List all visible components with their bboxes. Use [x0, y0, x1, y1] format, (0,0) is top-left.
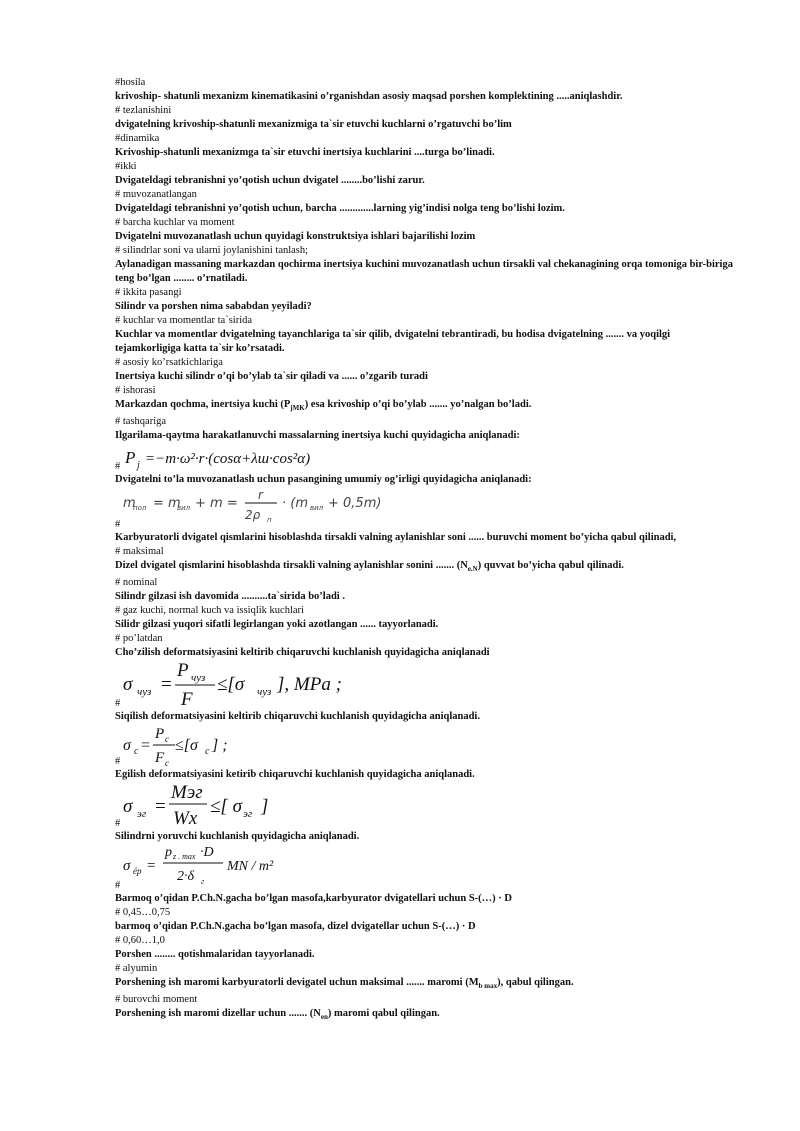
formula-tail-sub: c [205, 746, 210, 758]
question-line: Dvigatelni muvozanatlash uchun quyidagi konstruktsiya ishlari bajarilishi lozim [115, 231, 476, 242]
formula-den: F [181, 689, 193, 711]
formula-mid: + m = [195, 496, 238, 512]
formula-end: ] [261, 796, 269, 818]
answer-line: # barcha kuchlar va moment [115, 217, 235, 228]
formula-f3 [115, 660, 735, 710]
formula-num: p [165, 845, 172, 861]
question-text: Dizel dvigatel qismlarini hisoblashda tirsakli valning aylanishlar sonini ....... (N [115, 560, 468, 572]
answer-marker: # [115, 756, 121, 768]
formula-den-sub: c [165, 758, 169, 769]
formula-tail: ≤[σ [217, 674, 245, 696]
question-text: ) esa krivoship o’qi bo’ylab ....... yo’nalgan bo’ladi. [304, 399, 532, 410]
formula-eq: = [141, 737, 151, 755]
question-line: Silindr gilzasi ish davomida ..........ta`sirida bo’ladi . [115, 591, 345, 603]
question-line: Dvigatelni to’la muvozanatlash uchun pasangining umumiy og’irligi quyidagicha aniqlanadi: [115, 474, 532, 486]
formula-num: Mэг [171, 782, 203, 804]
answer-marker: # [115, 880, 121, 892]
question-text: Porshening ish maromi karbyuratorli devigatel uchun maksimal ....... maromi (M [115, 977, 479, 989]
answer-line: # ishorasi [115, 385, 156, 396]
answer-line: # maksimal [115, 546, 164, 558]
question-line: Siqilish deformatsiyasini keltirib chiqaruvchi kuchlanish quyidagicha aniqlanadi. [115, 711, 480, 723]
question-text: ), qabul qilingan. [497, 977, 574, 989]
formula-end: ] ; [212, 737, 228, 755]
question-line: Egilish deformatsiyasini ketirib chiqaruvchi kuchlanish quyidagicha aniqlanadi. [115, 769, 475, 781]
formula-sigma: σ [123, 737, 131, 755]
formula-eq-sub: вил [177, 504, 191, 513]
formula-lhs: P [125, 448, 136, 468]
question-line: Silindrni yoruvchi kuchlanish quyidagicha aniqlanadi. [115, 831, 360, 843]
answer-line: # ikkita pasangi [115, 287, 182, 298]
formula-graphic [115, 443, 515, 473]
question-line: Dvigateldagi tebranishni yo’qotish uchun, barcha .............larning yig’indisi nolga teng bo’lishi lozim. [115, 203, 565, 214]
question-subscript: en [320, 1013, 328, 1022]
question-line: Silidr gilzasi yuqori sifatli legirlangan yoki azotlangan ...... tayyorlanadi. [115, 619, 439, 631]
formula-den: Wx [173, 808, 198, 830]
formula-graphic [115, 724, 515, 768]
formula-end: MN / m² [227, 859, 274, 875]
question-subscript: e.N [467, 565, 478, 574]
formula-sigma: σ [123, 796, 133, 818]
question-line: Aylanadigan massaning markazdan qochirma inertsiya kuchini muvozanatlash uchun tirsakli val chekanagining orqa tomoniga bir-biriga teng bo’lgan ........ o’rnatiladi. [115, 259, 733, 284]
formula-tail: ≤[σ [175, 737, 198, 755]
formula-lhs: m [123, 496, 136, 512]
formula-tail-sub: чуз [257, 686, 272, 699]
formula-tail-sub: вил [310, 504, 324, 513]
formula-rhs: =−m·ω²·r·(cosα+λш·cos²α) [145, 451, 311, 468]
formula-sigma-sub: эг [137, 808, 147, 821]
formula-num-sub: c [165, 734, 169, 745]
question-line: Inertsiya kuchi silindr o’qi bo’ylab ta`sir qiladi va ...... o’zgarib turadi [115, 371, 428, 382]
formula-eq: = [161, 674, 172, 696]
question-line: Ilgarilama-qaytma harakatlanuvchi massalarning inertsiya kuchi quyidagicha aniqlanadi: [115, 430, 520, 442]
question-text: Porshening ish maromi dizellar uchun ....... (N [115, 1008, 321, 1020]
answer-line: # nominal [115, 577, 158, 589]
formula-sigma-sub: чуз [137, 686, 152, 699]
formula-num: P [155, 726, 165, 743]
formula-den: 2ρ [245, 508, 261, 523]
formula-f4 [115, 724, 735, 768]
formula-den: F [155, 750, 165, 767]
formula-num-sub: чуз [191, 672, 206, 685]
question-text: Markazdan qochma, inertsiya kuchi (P [115, 399, 291, 410]
question-line: Silindr va porshen nima sababdan yeyiladi? [115, 301, 312, 312]
question-line [115, 559, 735, 576]
answer-line: # tezlanishini [115, 105, 172, 116]
answer-line: #hosila [115, 77, 146, 88]
question-line: Porshen ........ qotishmalaridan tayyorlanadi. [115, 949, 315, 961]
formula-f1 [115, 443, 735, 473]
formula-tail: ≤[ σ [210, 796, 242, 818]
answer-line: # burovchi moment [115, 994, 198, 1006]
formula-sigma-sub: c [134, 746, 139, 758]
answer-marker: # [115, 461, 121, 473]
answer-line: #ikki [115, 161, 137, 172]
answer-line: # gaz kuchi, normal kuch va issiqlik kuchlari [115, 605, 304, 617]
formula-end: + 0,5m) [328, 496, 382, 512]
formula-f5 [115, 782, 735, 830]
question-line: krivoship- shatunli mexanizm kinematikasini o’rganishdan asosiy maqsad porshen komplektining .....aniqlashdir. [115, 91, 623, 102]
formula-eq: = [155, 796, 166, 818]
formula-den-sub: г [201, 877, 205, 887]
question-line [115, 976, 735, 993]
question-line: Cho’zilish deformatsiyasini keltirib chiqaruvchi kuchlanish quyidagicha aniqlanadi [115, 647, 490, 659]
question-line [115, 1007, 735, 1024]
question-line: Krivoship-shatunli mexanizmga ta`sir etuvchi inertsiya kuchlarini ....turga bo’linadi. [115, 147, 495, 158]
question-line: barmoq o’qidan P.Ch.N.gacha bo’lgan masofa, dizel dvigatellar uchun S-(…) · D [115, 921, 476, 933]
answer-line: # tashqariga [115, 416, 167, 428]
formula-end: ], MPa ; [277, 674, 342, 696]
answer-line: # 0,45…0,75 [115, 907, 171, 919]
answer-line: # muvozanatlangan [115, 189, 197, 200]
formula-eq: = [147, 858, 156, 875]
formula-f2 [115, 487, 735, 531]
formula-f6 [115, 844, 735, 892]
formula-tail: · (m [282, 496, 308, 512]
answer-line: # alyumin [115, 963, 158, 975]
answer-line: # po’latdan [115, 633, 163, 645]
question-line: Dvigateldagi tebranishni yo’qotish uchun dvigatel ........bo’lishi zarur. [115, 175, 425, 186]
formula-graphic [115, 487, 515, 531]
answer-line: # kuchlar va momentlar ta`sirida [115, 315, 253, 326]
formula-sigma-sub: ёр [133, 866, 142, 877]
formula-graphic [115, 844, 515, 892]
answer-marker: # [115, 519, 121, 531]
formula-tail-sub: эг [243, 808, 253, 821]
formula-graphic [115, 660, 515, 710]
formula-den-sub: п [267, 516, 272, 525]
formula-lhs-sub: пол [133, 504, 147, 513]
question-line [115, 398, 735, 415]
answer-line: # silindrlar soni va ularni joylanishini tanlash; [115, 245, 309, 256]
question-line: Barmoq o’qidan P.Ch.N.gacha bo’lgan masofa,karbyurator dvigatellari uchun S-(…) · D [115, 893, 513, 905]
question-text: ) quvvat bo’yicha qabul qilinadi. [477, 560, 624, 572]
answer-marker: # [115, 698, 121, 710]
formula-num: r [258, 488, 263, 503]
formula-sigma: σ [123, 674, 133, 696]
formula-num-sub: z . max [173, 852, 196, 862]
answer-line: # asosiy ko’rsatkichlariga [115, 357, 223, 368]
formula-den: 2·δ [177, 869, 195, 885]
answer-marker: # [115, 818, 121, 830]
document-body [115, 76, 735, 1024]
formula-num-tail: ·D [200, 845, 214, 861]
question-line: Kuchlar va momentlar dvigatelning tayanchlariga ta`sir qilib, dvigatelni tebrantiradi, bu hodisa dvigatelning ....... va yoqilgi tejamkorligiga katta ta`sir ko’rsatadi. [115, 329, 671, 354]
formula-num: P [177, 660, 189, 682]
formula-eq: = m [153, 496, 181, 512]
question-subscript: jMK [290, 404, 305, 413]
formula-graphic [115, 782, 515, 830]
question-subscript: b max [478, 982, 498, 991]
question-line: Karbyuratorli dvigatel qismlarini hisoblashda tirsakli valning aylanishlar soni ...... buruvchi moment bo’yicha qabul qilinadi, [115, 532, 677, 544]
question-line: dvigatelning krivoship-shatunli mexanizmiga ta`sir etuvchi kuchlarni o’rgatuvchi bo’lim [115, 119, 512, 130]
question-text: ) maromi qabul qilingan. [327, 1008, 440, 1020]
answer-line: # 0,60…1,0 [115, 935, 165, 947]
formula-lhs-sub: j [137, 460, 140, 472]
answer-line: #dinamika [115, 133, 160, 144]
formula-sigma: σ [123, 858, 131, 875]
